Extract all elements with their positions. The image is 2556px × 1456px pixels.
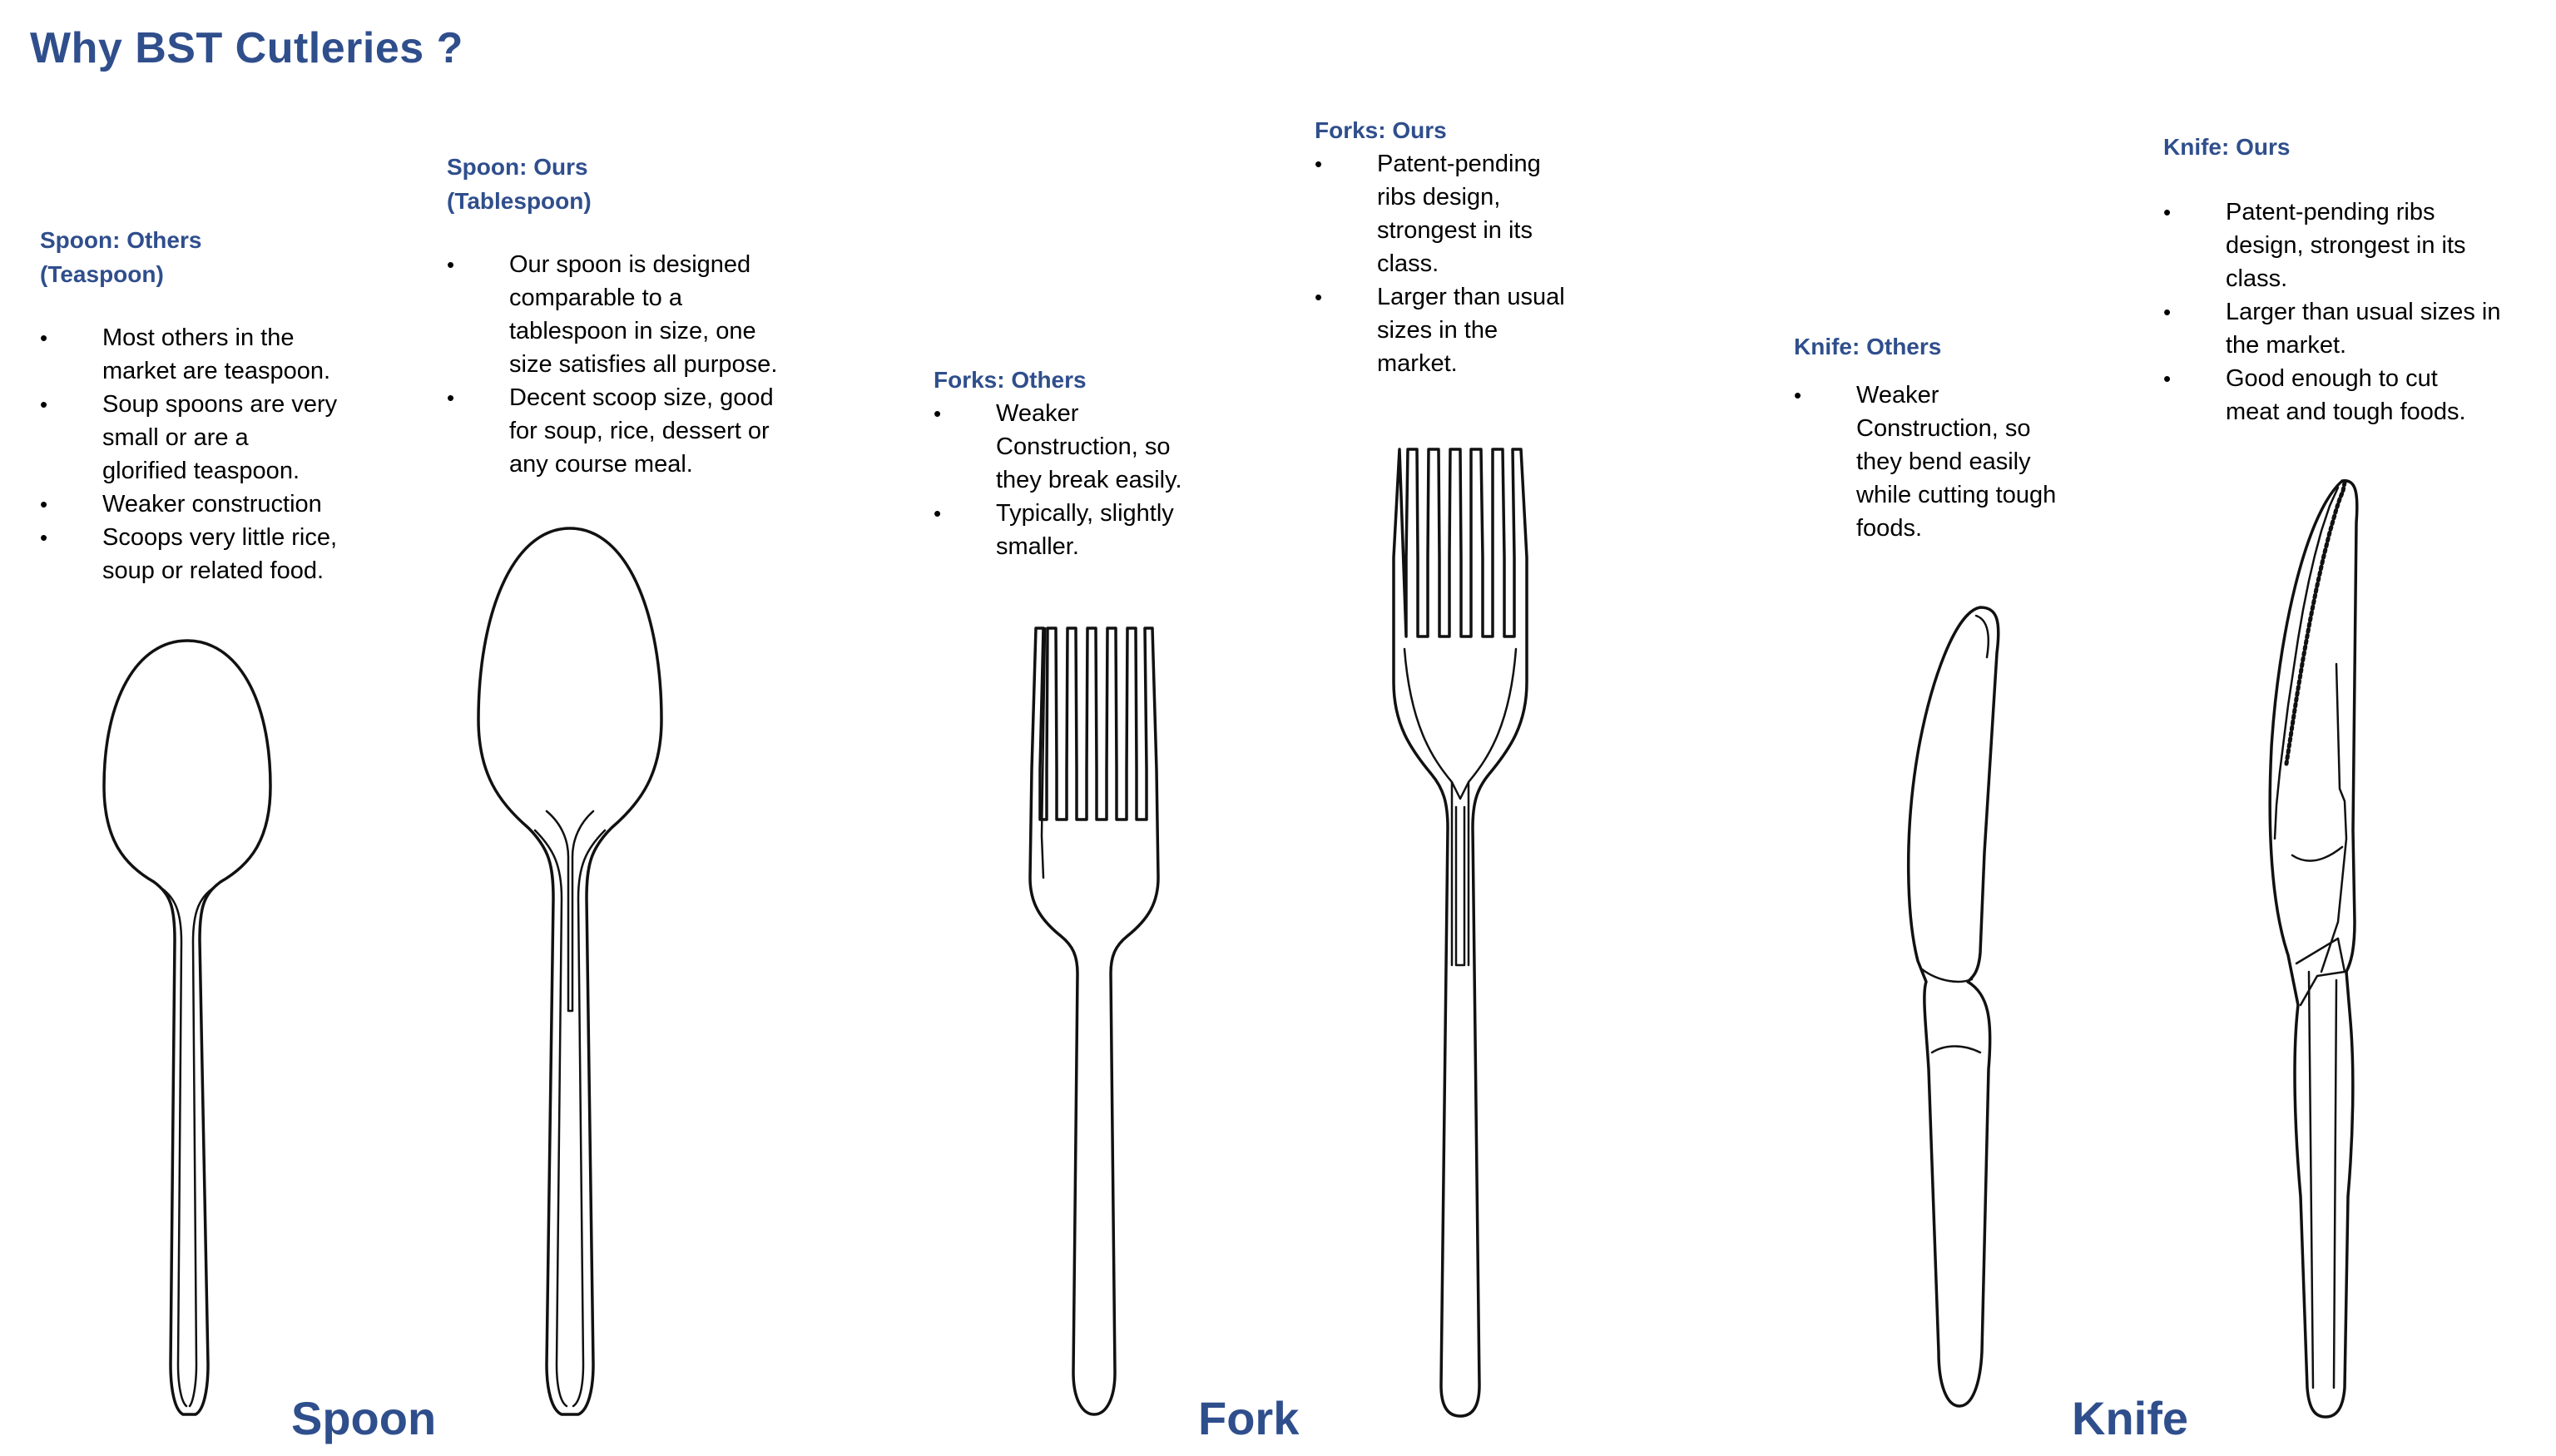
bullet-line: • Weaker xyxy=(1856,382,1939,409)
group-label-spoon: Spoon xyxy=(291,1392,437,1444)
group-label-fork: Fork xyxy=(1198,1392,1300,1444)
knife-others-heading: Knife: Others xyxy=(1794,334,1942,359)
spoon-ours-heading xyxy=(447,150,821,218)
bullet-line: smaller. xyxy=(996,533,1079,560)
bullet-item xyxy=(1794,379,2143,545)
bullet-line: glorified teaspoon. xyxy=(102,458,300,484)
forks-ours-block xyxy=(1315,113,1631,380)
bullet-line: • Scoops very little rice, xyxy=(102,524,338,551)
bullet-line: size satisfies all purpose. xyxy=(509,351,778,378)
bullet-line: • Soup spoons are very xyxy=(102,391,338,418)
bullet-line: • Weaker xyxy=(996,400,1079,427)
spoon-ours-heading-line2: (Tablespoon) xyxy=(447,188,592,214)
bullet-line: the market. xyxy=(2226,332,2347,359)
bullet-line: small or are a xyxy=(102,424,249,451)
group-label-knife: Knife xyxy=(2072,1392,2188,1444)
bullet-line: class. xyxy=(1377,250,1439,277)
bullet-item xyxy=(934,397,1250,497)
bullet-line: • Good enough to cut xyxy=(2226,365,2438,392)
bullet-line: they bend easily xyxy=(1856,448,2031,475)
tablespoon-illustration xyxy=(470,524,670,1423)
bullet-line: • Our spoon is designed xyxy=(509,251,751,278)
spoon-ours-heading-line1: Spoon: Ours xyxy=(447,154,588,180)
bullet-line: for soup, rice, dessert or xyxy=(509,418,770,444)
bullet-line: comparable to a xyxy=(509,285,682,311)
knife-ours-heading: Knife: Ours xyxy=(2163,134,2291,160)
bullet-line: market. xyxy=(1377,350,1458,377)
bullet-item xyxy=(2163,295,2538,362)
bullet-item xyxy=(1315,280,1631,380)
bullet-item xyxy=(40,521,389,587)
page-title: Why BST Cutleries ? xyxy=(30,24,463,72)
bullet-line: meat and tough foods. xyxy=(2226,399,2466,425)
bullet-item xyxy=(40,488,389,521)
bullet-line: • Larger than usual xyxy=(1377,284,1565,310)
forks-others-block xyxy=(934,363,1250,563)
bullet-line: design, strongest in its xyxy=(2226,232,2466,259)
knife-others-illustration xyxy=(1889,603,2005,1419)
knife-ours-block xyxy=(2163,130,2538,428)
bullet-line: ribs design, xyxy=(1377,184,1501,210)
spoon-ours-bullet-list xyxy=(447,248,821,481)
bullet-line: strongest in its xyxy=(1377,217,1533,244)
bullet-item xyxy=(40,321,389,388)
bullet-line: soup or related food. xyxy=(102,557,324,584)
bullet-line: • Decent scoop size, good xyxy=(509,384,774,411)
knife-ours-illustration xyxy=(2238,473,2380,1421)
forks-ours-heading: Forks: Ours xyxy=(1315,117,1447,143)
bullet-line: • Larger than usual sizes in xyxy=(2226,299,2501,325)
bullet-line: • Patent-pending xyxy=(1377,151,1541,177)
forks-ours-bullet-list xyxy=(1315,147,1631,380)
bullet-line: tablespoon in size, one xyxy=(509,318,756,344)
bullet-item xyxy=(2163,196,2538,295)
bullet-item xyxy=(447,248,821,381)
bullet-line: any course meal. xyxy=(509,451,693,478)
fork-others-illustration xyxy=(1015,620,1157,1419)
bullet-item xyxy=(2163,362,2538,428)
fork-ours-illustration xyxy=(1381,441,1539,1423)
forks-others-heading: Forks: Others xyxy=(934,367,1087,393)
bullet-line: • Typically, slightly xyxy=(996,500,1174,527)
bullet-line: market are teaspoon. xyxy=(102,358,331,384)
bullet-item xyxy=(40,388,389,488)
knife-ours-bullet-list xyxy=(2163,196,2538,428)
spoon-others-bullet-list xyxy=(40,321,389,587)
knife-others-block xyxy=(1794,329,2143,545)
bullet-item xyxy=(1315,147,1631,280)
bullet-line: • Patent-pending ribs xyxy=(2226,199,2435,225)
bullet-item xyxy=(447,381,821,481)
spoon-others-heading-line1: Spoon: Others xyxy=(40,227,202,253)
bullet-line: Construction, so xyxy=(1856,415,2031,442)
spoon-others-heading-line2: (Teaspoon) xyxy=(40,261,164,287)
bullet-line: while cutting tough xyxy=(1856,482,2057,508)
bullet-line: sizes in the xyxy=(1377,317,1498,344)
spoon-others-heading xyxy=(40,223,389,291)
spoon-ours-block xyxy=(447,150,821,481)
spoon-others-block xyxy=(40,223,389,587)
bullet-line: Construction, so xyxy=(996,433,1171,460)
bullet-line: • Most others in the xyxy=(102,324,295,351)
bullet-line: they break easily. xyxy=(996,467,1182,493)
teaspoon-illustration xyxy=(92,632,283,1423)
bullet-line: class. xyxy=(2226,265,2288,292)
bullet-item xyxy=(934,497,1250,563)
knife-others-bullet-list xyxy=(1794,379,2143,545)
forks-others-bullet-list xyxy=(934,397,1250,563)
bullet-line: foods. xyxy=(1856,515,1922,542)
bullet-line: • Weaker construction xyxy=(102,491,322,518)
